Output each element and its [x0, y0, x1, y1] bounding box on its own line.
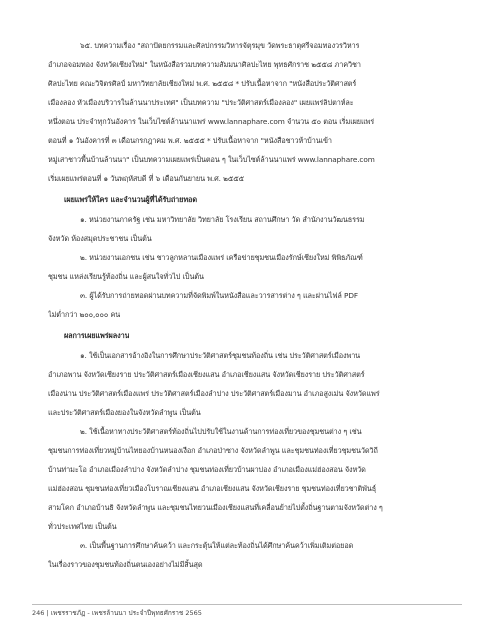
results-line-10: ทั่วประเทศไทย เป็นต้น: [48, 522, 117, 531]
paragraph-1-line-8: เริ่มเผยแพร่ตอนที่ ๑ วันพฤหัสบดี ที่ ๖ เดือนกันยายน พ.ศ. ๒๕๕๕: [48, 174, 245, 183]
paragraph-1-line-5: หนึ่งตอน ประจำทุกวันอังคาร ในเว็บไซต์ล้านนาแพร่ www.lannaphare.com จำนวน ๕๐ ตอน เริ่มเผยแพร่: [48, 117, 375, 126]
results-line-12: ในเรื่องราวของชุมชนท้องถิ่นตนเองอย่างไม่มีสิ้นสุด: [48, 560, 203, 569]
paragraph-1-line-4: เมืองลอง หัวเมืองบริวารในล้านนาประเทศ" เป็นบทความ "ประวัติศาสตร์เมืองลอง" เผยแพร่ลิปตาห์ละ: [48, 98, 354, 107]
results-line-6: ชุมชนการท่องเที่ยวหมู่บ้านไทยองบ้านหนองเงือก อำเภอป่าซาง จังหวัดลำพูน และชุมชนท่องเที่ยวชุมชนวัดวิถี: [48, 446, 378, 455]
results-line-11: ๓. เป็นพื้นฐานการศึกษาค้นคว้า และกระตุ้นให้แต่ละท้องถิ่นได้ศึกษาค้นคว้าเพิ่มเติมต่อยอด: [80, 541, 354, 550]
paragraph-1-line-3: ศิลปะไทย คณะวิจิตรศิลป์ มหาวิทยาลัยเชียงใหม่ พ.ศ. ๒๕๕๘ * ปรับเนื้อหาจาก "หนังสือประวัติศาสตร์: [48, 79, 357, 88]
audience-line-4: ชุมชน แหล่งเรียนรู้ท้องถิ่น และผู้สนใจทั่วไป เป็นต้น: [48, 272, 204, 281]
paragraph-1-line-1: ๖๕. บทความเรื่อง "สถาปัตยกรรมและศิลปกรรมวิหารจัตุรมุข วัดพระธาตุศรีจอมทองวรวิหาร: [80, 41, 360, 50]
paragraph-1-line-7: หมู่เสาชาวพื้นบ้านล้านนา" เป็นบทความเผยแพร่เป็นตอน ๆ ในเว็บไซต์ล้านนาแพร่ www.lannaphare.com: [48, 155, 375, 164]
results-line-4: และประวัติศาสตร์เมืองยองในจังหวัดลำพูน เป็นต้น: [48, 408, 201, 417]
audience-line-2: จังหวัด ห้องสมุดประชาชน เป็นต้น: [48, 234, 152, 243]
results-line-5: ๒. ใช้เนื้อหาทางประวัติศาสตร์ท้องถิ่นไปปรับใช้ในงานด้านการท่องเที่ยวของชุมชนต่าง ๆ เช่น: [80, 427, 362, 436]
footer-divider: [32, 604, 462, 605]
results-line-1: ๑. ใช้เป็นเอกสารอ้างอิงในการศึกษาประวัติศาสตร์ชุมชนท้องถิ่น เช่น ประวัติศาสตร์เมืองพาน: [80, 351, 361, 360]
section-heading-audience: เผยแพร่ให้ใคร และจำนวนผู้ที่ได้รับถ่ายทอด: [64, 195, 197, 204]
page-footer: 246 | เพชรราชภัฏ - เพชรล้านนา ประจำปีพุทธศักราช 2565: [32, 609, 202, 617]
audience-line-6: ไม่ต่ำกว่า ๒๐๐,๐๐๐ คน: [48, 310, 121, 319]
results-line-9: สามโคก อำเภอบ้านธิ จังหวัดลำพูน และชุมชนไทยวนเมืองเชียงแสนที่เคลื่อนย้ายไปตั้งถิ่นฐานตามจังหวัดต่าง ๆ: [48, 503, 383, 512]
section-heading-results: ผลการเผยแพร่ผลงาน: [64, 331, 130, 340]
audience-line-5: ๓. ผู้ได้รับการถ่ายทอดผ่านบทความที่จัดพิมพ์ในหนังสือและวารสารต่าง ๆ และผ่านไฟล์ PDF: [80, 291, 358, 300]
paragraph-1-line-6: ตอนที่ ๑ วันอังคารที่ ๓ เดือนกรกฎาคม พ.ศ. ๒๕๕๕ * ปรับเนื้อหาจาก "หนังสือชาวห้าบ้านเข้า: [48, 136, 332, 145]
audience-line-1: ๑. หน่วยงานภาครัฐ เช่น มหาวิทยาลัย วิทยาลัย โรงเรียน สถานศึกษา วัด สำนักงานวัฒนธรรม: [80, 215, 365, 224]
paragraph-1-line-2: อำเภอจอมทอง จังหวัดเชียงใหม่" ในหนังสือรวมบทความสัมมนาศิลปะไทย พุทธศักราช ๒๕๕๘ ภาควิชา: [48, 60, 361, 69]
audience-line-3: ๒. หน่วยงานเอกชน เช่น ชาวลูกหลานเมืองแพร่ เครือข่ายชุมชนเมืองรักษ์เชียงใหม่ พิพิธภัณฑ์: [80, 253, 363, 262]
results-line-7: บ้านท่ามะโอ อำเภอเมืองลำปาง จังหวัดลำปาง ชุมชนท่องเที่ยวบ้านผาบ่อง อำเภอเมืองแม่ฮ่องสอน จังหวัด: [48, 465, 366, 474]
results-line-2: อำเภอพาน จังหวัดเชียงราย ประวัติศาสตร์เมืองเชียงแสน อำเภอเชียงแสน จังหวัดเชียงราย ประวัติศาสตร์: [48, 370, 365, 379]
results-line-3: เมืองน่าน ประวัติศาสตร์เมืองแพร่ ประวัติศาสตร์เมืองลำปาง ประวัติศาสตร์เมืองมาน อำเภอสูงเม่น จังหวัดแพร่: [48, 389, 380, 398]
results-line-8: แม่ฮ่องสอน ชุมชนท่องเที่ยวเมืองโบราณเชียงแสน อำเภอเชียงแสน จังหวัดเชียงราย ชุมชนท่องเที่ยวชาติพันธุ์: [48, 484, 377, 493]
